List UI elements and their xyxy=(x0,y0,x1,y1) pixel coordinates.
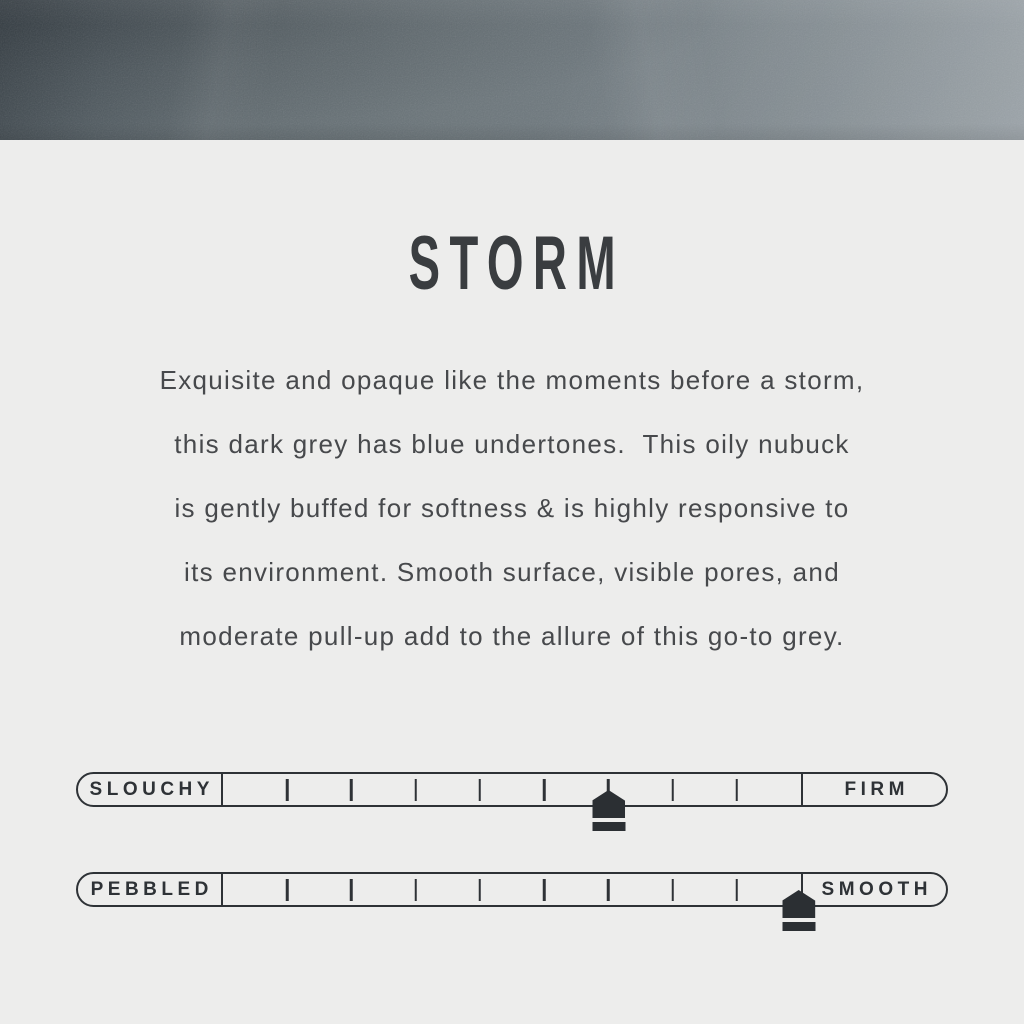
description-line: its environment. Smooth surface, visible pores, and xyxy=(184,557,840,587)
leather-texture-banner xyxy=(0,0,1024,140)
page-title xyxy=(0,221,1024,306)
scale-right-label xyxy=(801,774,946,805)
firm-label: FIRM xyxy=(844,778,909,800)
smooth-label: SMOOTH xyxy=(821,878,932,900)
page-title-text: STORM xyxy=(408,221,625,306)
description-line: is gently buffed for softness & is highly responsive to xyxy=(174,493,850,523)
marker-pointer-icon xyxy=(592,790,625,818)
tick-mark xyxy=(736,879,739,901)
scale-tick-region xyxy=(223,774,801,805)
description-line: Exquisite and opaque like the moments before a storm, xyxy=(159,365,865,395)
tick-mark xyxy=(671,879,674,901)
tick-mark xyxy=(479,779,482,801)
tick-mark xyxy=(671,779,674,801)
scale-left-label xyxy=(78,874,223,905)
slider-marker[interactable] xyxy=(782,890,815,931)
pebbled-label: PEBBLED xyxy=(90,878,213,900)
marker-pointer-icon xyxy=(782,890,815,918)
tick-mark xyxy=(414,879,417,901)
marker-base-bar xyxy=(782,922,815,931)
tick-mark xyxy=(350,879,353,901)
description-line: this dark grey has blue undertones. This oily nubuck xyxy=(174,429,850,459)
slouchy-label: SLOUCHY xyxy=(89,778,214,800)
tick-mark xyxy=(543,879,546,901)
tick-mark xyxy=(543,779,546,801)
tick-mark xyxy=(736,779,739,801)
scale-tick-region xyxy=(223,874,801,905)
slouchy-firm-track xyxy=(76,772,948,807)
tick-mark xyxy=(479,879,482,901)
tick-mark xyxy=(607,879,610,901)
slouchy-firm-scale xyxy=(0,772,1024,807)
tick-mark xyxy=(414,779,417,801)
description-line: moderate pull-up add to the allure of this go-to grey. xyxy=(179,621,845,651)
product-description xyxy=(0,348,1024,668)
pebbled-smooth-scale xyxy=(0,872,1024,907)
marker-base-bar xyxy=(592,822,625,831)
tick-mark xyxy=(350,779,353,801)
tick-mark xyxy=(286,879,289,901)
tick-mark xyxy=(286,779,289,801)
scale-right-label xyxy=(801,874,946,905)
scale-left-label xyxy=(78,774,223,805)
leather-sheen-overlay xyxy=(0,0,1024,140)
attribute-scales xyxy=(0,772,1024,907)
pebbled-smooth-track xyxy=(76,872,948,907)
slider-marker[interactable] xyxy=(592,790,625,831)
